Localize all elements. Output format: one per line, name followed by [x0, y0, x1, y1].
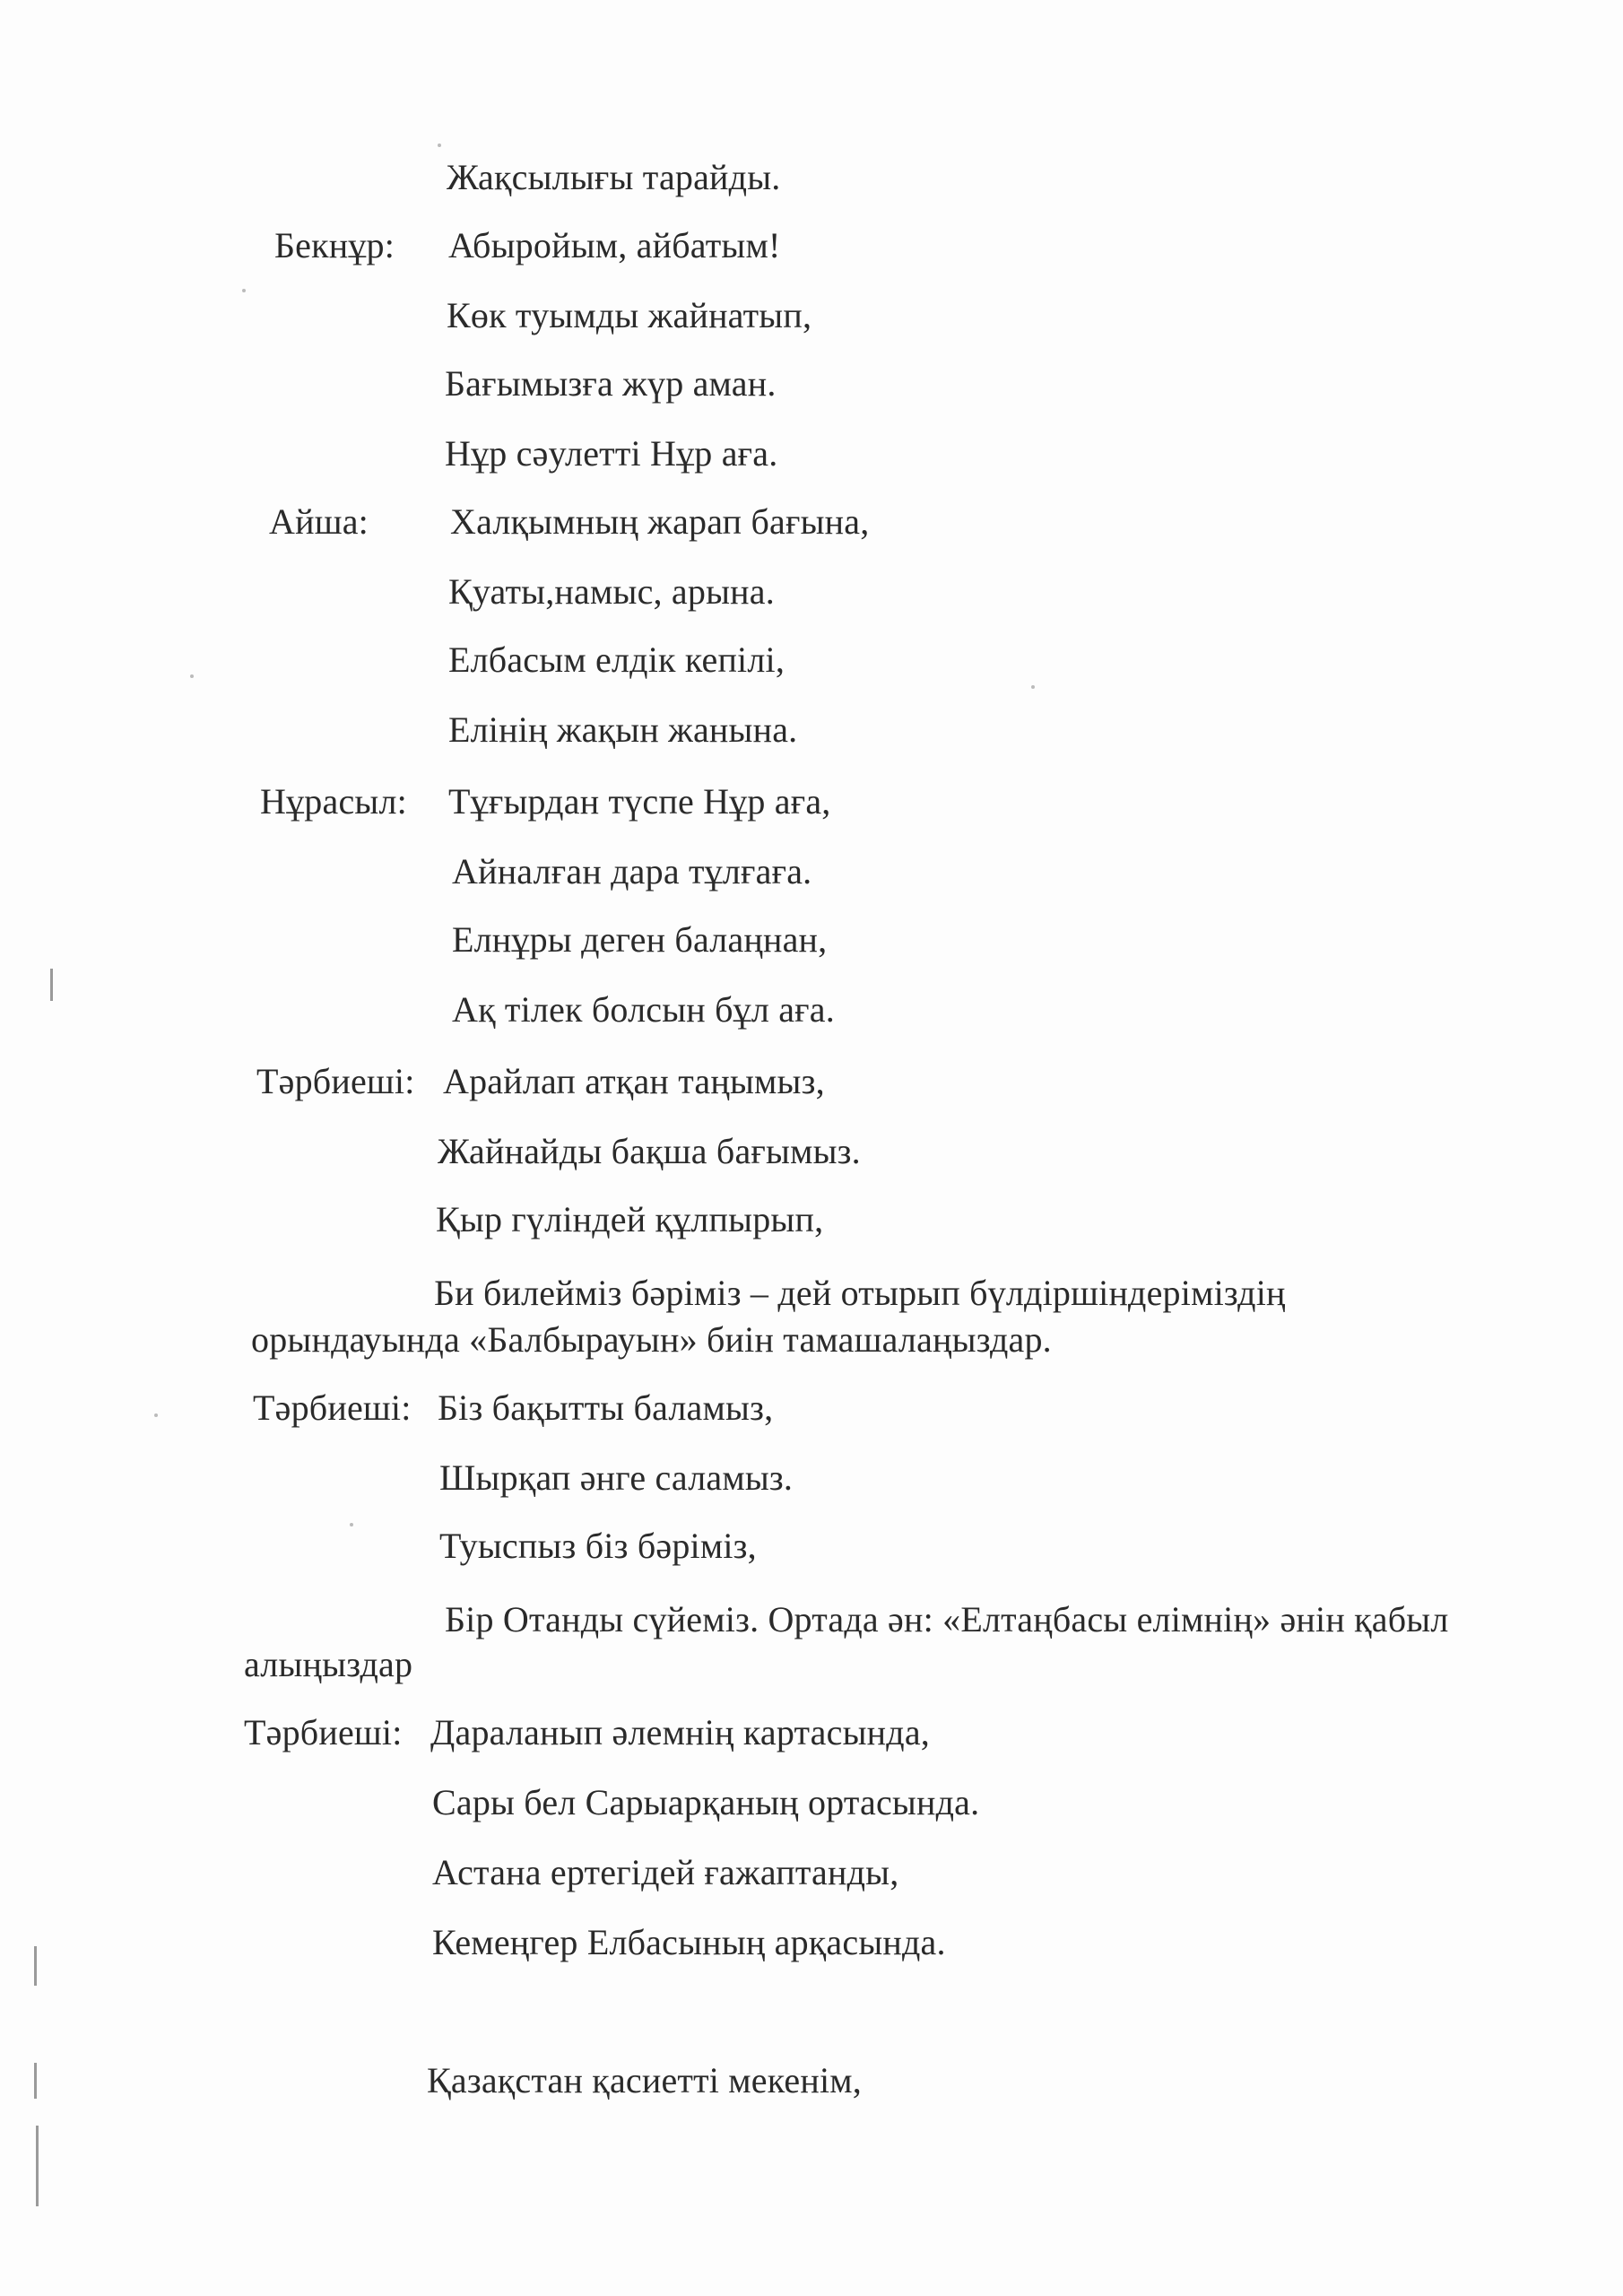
verse-line: Елнұры деген балаңнан, — [452, 919, 828, 960]
verse-line: Қуаты,намыс, арына. — [448, 571, 775, 612]
verse-line: Абыройым, айбатым! — [448, 225, 781, 265]
scan-artifact — [34, 2063, 37, 2099]
verse-line: Сары бел Сарыарқаның ортасында. — [432, 1782, 980, 1822]
scan-dot — [438, 144, 441, 147]
scan-dot — [190, 674, 194, 678]
verse-line: Қыр гүліндей құлпырып, — [436, 1199, 824, 1239]
verse-line: Астана ертегідей ғажаптанды, — [432, 1852, 899, 1892]
scan-artifact — [36, 2126, 39, 2206]
speaker-label: Тәрбиеші: — [253, 1387, 412, 1428]
verse-line: Қазақстан қасиетті мекенім, — [427, 2060, 862, 2100]
verse-line: Бағымызға жүр аман. — [445, 363, 777, 404]
verse-line: Жайнайды бақша бағымыз. — [438, 1131, 861, 1171]
verse-line: Ақ тілек болсын бұл аға. — [452, 989, 835, 1030]
verse-line: орындауында «Балбырауын» биін тамашалаңыздар. — [251, 1319, 1052, 1360]
verse-line: Би билейміз бәріміз – дей отырып бүлдіршіндеріміздің — [434, 1273, 1286, 1313]
verse-line: Бір Отанды сүйеміз. Ортада ән: «Елтаңбасы елімнің» әнін қабыл — [445, 1599, 1449, 1639]
speaker-label: Айша: — [269, 501, 369, 542]
verse-line: Туыспыз біз бәріміз, — [439, 1526, 757, 1566]
verse-line: Тұғырдан түспе Нұр аға, — [448, 781, 831, 822]
speaker-label: Бекнұр: — [274, 225, 395, 265]
verse-line: Дараланып әлемнің картасында, — [430, 1712, 930, 1752]
scan-artifact — [34, 1946, 37, 1986]
scan-artifact — [50, 969, 53, 1001]
verse-line: Кемеңгер Елбасының арқасында. — [432, 1922, 946, 1962]
speaker-label: Нұрасыл: — [260, 781, 407, 822]
verse-line: Нұр сәулетті Нұр аға. — [445, 433, 778, 474]
verse-line: Айналған дара тұлғаға. — [452, 851, 812, 891]
scan-dot — [1031, 685, 1035, 689]
speaker-label: Тәрбиеші: — [256, 1061, 415, 1101]
verse-line: алыңыздар — [244, 1644, 413, 1684]
verse-line: Шырқап әнге саламыз. — [439, 1457, 794, 1498]
scan-dot — [242, 289, 246, 292]
speaker-label: Тәрбиеші: — [244, 1712, 403, 1752]
verse-line: Елбасым елдік кепілі, — [448, 639, 785, 680]
verse-line: Көк туымды жайнатып, — [447, 295, 812, 335]
verse-line: Арайлап атқан таңымыз, — [443, 1061, 825, 1101]
verse-line: Елінің жақын жанына. — [448, 709, 798, 750]
verse-line: Жақсылығы тарайды. — [447, 157, 781, 197]
verse-line: Біз бақытты баламыз, — [438, 1387, 774, 1428]
scan-dot — [154, 1413, 158, 1417]
scan-dot — [350, 1523, 353, 1526]
verse-line: Халқымның жарап бағына, — [450, 501, 870, 542]
